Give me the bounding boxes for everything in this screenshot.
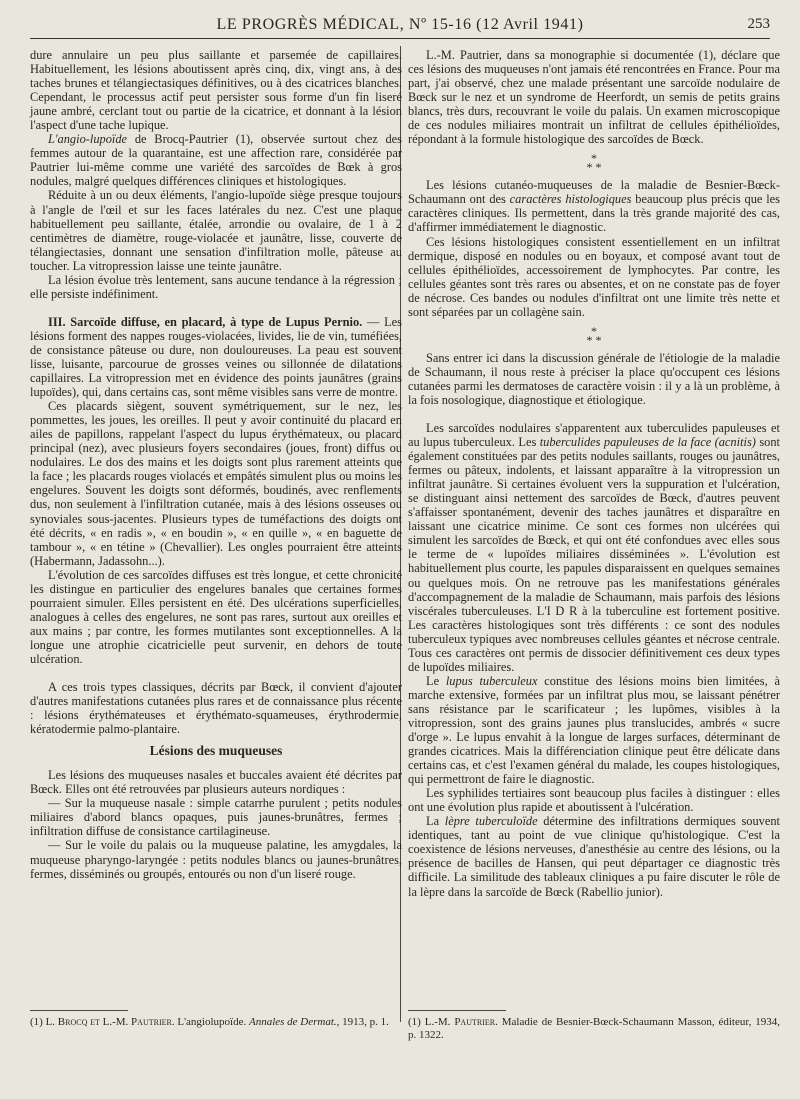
paragraph-text: La xyxy=(426,814,445,829)
paragraph: L.-M. Pautrier, dans sa monographie si documentée (1), déclare que ces lésions des muqueuses n'ont jamais été rencontrées en France. Pour ma part, j'ai observé, chez une malade présentant une sarcoïde nodulaire de Bœck sur le nez et un syndrome de Heerfordt, un semis de petits grains blancs, très durs, recouvrant le voile du palais. Un examen microscopique de ces nodules miliaires montrait un infiltrat de cellules épithélioïdes, répondant à la formule histologique des sarcoïdes de Bœck. xyxy=(408,48,780,147)
paragraph xyxy=(30,315,402,399)
paragraph: Les lésions des muqueuses nasales et buccales avaient été décrites par Bœck. Elles ont été retrouvées par plusieurs auteurs nordiques : xyxy=(30,768,402,797)
paragraph xyxy=(408,421,780,674)
footnote-text: . Maladie de Besnier-Bœck-Schaumann Masson, éditeur, 1934, p. 1322. xyxy=(408,1016,780,1041)
page-number: 253 xyxy=(747,16,770,32)
paragraph: — Sur le voile du palais ou la muqueuse palatine, les amygdales, la muqueuse pharyngo-laryngée : petits nodules blancs ou jaunes-brunâtres, fermes, disséminés ou groupés, entourés ou non d'un liseré rouge. xyxy=(30,838,402,881)
asterism-right: * xyxy=(595,160,602,175)
footnote-authors: Brocq et L.-M. Pautrier xyxy=(57,1016,172,1028)
asterism-left: * xyxy=(586,332,593,347)
footnote-number: (1) L. xyxy=(30,1016,58,1028)
term: lupus tuberculeux xyxy=(445,673,538,688)
paragraph xyxy=(30,132,402,188)
paragraph-text: détermine des infiltrations dermiques souvent identiques, tant au point de vue clinique qu'histologique. C'est la coexistence de lésions nerveuses, d'anesthésie au centre des lésions, ou la présence de bacilles de Hansen, qui peut départager ce diagnostic très difficile. La similitude des tableaux cliniques a pu faire discuter le rôle de la lèpre dans la sarcoïde de Bœck (Rabellio junior). xyxy=(408,814,780,899)
paragraph-text: — Les lésions forment des nappes rouges-violacées, livides, lie de vin, tuméfiées, de consistance pâteuse ou dure, non douloureuses. La peau est souvent lisse, luisante, parcourue de grosses veines ou sillonnée de dilatations capillaires. La vitropression met en évidence des points jaunâtres (grains lupoïdes), qui, dans certains cas, sont même visibles sans verre de montre. xyxy=(30,314,402,400)
paragraph: Sans entrer ici dans la discussion générale de l'étiologie de la maladie de Schaumann, il nous reste à préciser la place qu'occupent ces lésions cutanées parmi les dermatoses de caractère voisin : il y a là un problème, à la fois nosologique, diagnostique et étiologique. xyxy=(408,350,780,407)
paragraph-text: Les lésions cutanéo-muqueuses de la maladie de Besnier-Bœck-Schaumann ont des xyxy=(408,178,780,207)
left-column xyxy=(30,48,402,881)
paragraph xyxy=(408,674,780,786)
asterism-top: * xyxy=(591,323,597,338)
footnote-rule xyxy=(408,1010,506,1011)
footnote xyxy=(30,1016,402,1029)
footnote-rule xyxy=(30,1010,128,1011)
paragraph: Les syphilides tertiaires sont beaucoup plus faciles à distinguer : elles ont une évolution plus rapide et aboutissent à l'ulcération. xyxy=(408,786,780,815)
journal-title: LE PROGRÈS MÉDICAL, Nº 15-16 (12 Avril 1941) xyxy=(216,16,584,33)
running-header xyxy=(30,14,770,39)
paragraph: A ces trois types classiques, décrits par Bœck, il convient d'ajouter d'autres manifestations cutanées plus rares et de connaissance plus récente : lésions érythémateuses et érythémato-squameuses, érythrodermie, kératodermie palmo-plantaire. xyxy=(30,680,402,737)
right-column xyxy=(408,48,780,899)
paragraph-text: sont également constituées par des petits nodules saillants, rouges ou jaunâtres, fermes ou pâteux, indolents, et laissant apparaître à la vitropression un infiltrat jaunâtre. Si certaines évoluent vers la suppuration et l'ulcération, se distinguant ainsi nettement des sarcoïdes de Bœck, d'autres peuvent s'affaisser spontanément, devenir des taches jaunâtres et disparaître en laissant une cicatrice minime. Ce sont ces formes non ulcérées qui simulent les sarcoïdes de Bœck, et qui ont été confondues avec elles sous le terme de « lupoïdes miliaires disséminées ». L'évolution est habituellement plus courte, les papules disparaissent en quelques semaines ou quelques mois. On ne retrouve pas les manifestations générales d'accompagnement de la maladie de Schaumann, mais parfois des lésions viscérales tuberculeuses. L'I D R à la tuberculine est fortement positive. Les caractères histologiques sont très différents : ce sont des nodules tuberculeux typiques avec nombreuses cellules géantes et nécrose centrale. Tous ces caractères ont permis de dissocier définitivement ces deux types de lupoïdes miliaires. xyxy=(408,435,780,674)
footnote-text: , 1913, p. 1. xyxy=(336,1016,389,1028)
paragraph-text: Le xyxy=(426,673,446,688)
footnote-authors: Pautrier xyxy=(454,1016,496,1028)
section-separator xyxy=(408,323,780,347)
paragraph: Ces placards siègent, souvent symétriquement, sur le nez, les pommettes, les joues, les oreilles. Il peut y avoir continuité du placard en ailes de papillons, rappelant l'aspect du lupus érythémateux, ou placard principal (nez), avec plusieurs foyers secondaires (joues, front) diffus ou nodulaires. Le dos des mains et les doigts sont plus rarement atteints que la face ; les placards rouges violacés et empâtés simulent plus ou moins les engelures. Souvent les doigts sont déformés, boudinés, avec renflements dus, non seulement à l'infiltration cutanée, mais à des lésions osseuses ou synoviales sous-jacentes. Plusieurs types de tuméfactions des doigts ont été décrits, « en radis », « en boudin », « en quille », « en baguette de tambour », « en tétine » (Chevallier). Les ongles pourraient être atteints (Habermann, Jadassohn...). xyxy=(30,399,402,568)
term: caractères histologiques xyxy=(509,192,632,207)
paragraph: dure annulaire un peu plus saillante et parsemée de capillaires. Habituellement, les lésions aboutissent après cinq, dix, vingt ans, à des taches brunes et télangiectasiques définitives, ou à des cicatrices blanches. Cependant, le processus actif peut persister sous forme d'un fin liseré jaune ambré, cerclant tout ou partie de la cicatrice, et donnant à la lésion l'aspect d'une tache lupique. xyxy=(30,48,402,133)
paragraph: Réduite à un ou deux éléments, l'angio-lupoïde siège presque toujours à l'angle de l'œil et sur les faces latérales du nez. C'est une plaque habituellement peu saillante, étalée, arrondie ou ovalaire, de 1 à 2 centimètres de diamètre, rouge-violacée et jaunâtre, lisse, couverte de télangiectasies, donnant une sensation d'infiltration molle, pâteuse au toucher. La vitropression laisse une teinte jaunâtre. xyxy=(30,188,402,273)
paragraph: L'évolution de ces sarcoïdes diffuses est très longue, et cette chronicité les distingue en particulier des engelures banales que certaines formes pourraient simuler. Elles persistent en été. Des ulcérations superficielles, analogues à celles des engelures, ne sont pas rares, surtout aux oreilles et aux mains ; par contre, les formes mutilantes sont exceptionnelles. A la longue une atrophie cicatricielle peut survenir, en dehors de toute ulcération. xyxy=(30,567,402,666)
paragraph: — Sur la muqueuse nasale : simple catarrhe purulent ; petits nodules miliaires d'abord blancs opaques, puis jaunes-brunâtres, fermes ; infiltration diffuse de consistance cartilagineuse. xyxy=(30,796,402,839)
footnote xyxy=(408,1016,780,1042)
asterism-left: * xyxy=(586,160,593,175)
paragraph xyxy=(408,178,780,234)
paragraph-text: Les sarcoïdes nodulaires s'apparentent aux tuberculides papuleuses et au lupus tuberculeux. Les xyxy=(408,420,780,450)
paragraph-text: beaucoup plus précis que les caractères cliniques. Ils permettent, dans la très grande majorité des cas, d'affirmer immédiatement le diagnostic. xyxy=(408,192,780,235)
asterism-top: * xyxy=(591,151,597,166)
asterism-right: * xyxy=(595,332,602,347)
paragraph: La lésion évolue très lentement, sans aucune tendance à la régression ; elle persiste indéfiniment. xyxy=(30,272,402,301)
paragraph: Ces lésions histologiques consistent essentiellement en un infiltrat dermique, disposé en nodules ou en boyaux, et composé avant tout de cellules épithélioïdes, accessoirement de lymphocytes. Par contre, les cellules géantes sont très rares ou absentes, et on ne constate pas de foyer de nécrose. Ces bandes ou nodules d'infiltrat ont une limite très nette et sont séparées par un collagène sain. xyxy=(408,234,780,319)
paragraph-text: constitue des lésions moins bien limitées, à marche extensive, formées par un infiltrat plus mou, se laissant pénétrer sans résistance par le scarificateur ; les lupômes, visibles à la vitropression, sont des grains jaunes plus translucides, ambrés « sucre d'orge ». Le lupus envahit à la longue de larges surfaces, déterminant de grandes cicatrices. Mais la différenciation clinique peut être délicate dans certains cas, et c'est l'examen général du malade, les coupes histologiques, qui permettront de faire le diagnostic. xyxy=(408,673,780,787)
term: tuberculides papuleuses de la face (acnitis) xyxy=(539,435,756,450)
section-separator xyxy=(408,151,780,175)
footnote-journal: Annales de Dermat. xyxy=(248,1016,337,1028)
section-heading: III. Sarcoïde diffuse, en placard, à type de Lupus Pernio. xyxy=(48,314,363,329)
section-title: Lésions des muqueuses xyxy=(149,743,283,759)
paragraph xyxy=(408,814,780,898)
term: L'angio-lupoïde xyxy=(48,132,128,147)
footnote-number: (1) L.-M. xyxy=(408,1016,455,1028)
footnote-text: . L'angiolupoïde. xyxy=(171,1016,249,1028)
paragraph-text: de Brocq-Pautrier (1), observée surtout chez des femmes autour de la quarantaine, est une affection rare, considérée par Pautrier lui-même comme une variété des sarcoïdes de Bœk à gros nodules, malgré quelques différences cliniques et histologiques. xyxy=(30,132,402,189)
term: lèpre tuberculoïde xyxy=(444,814,538,829)
